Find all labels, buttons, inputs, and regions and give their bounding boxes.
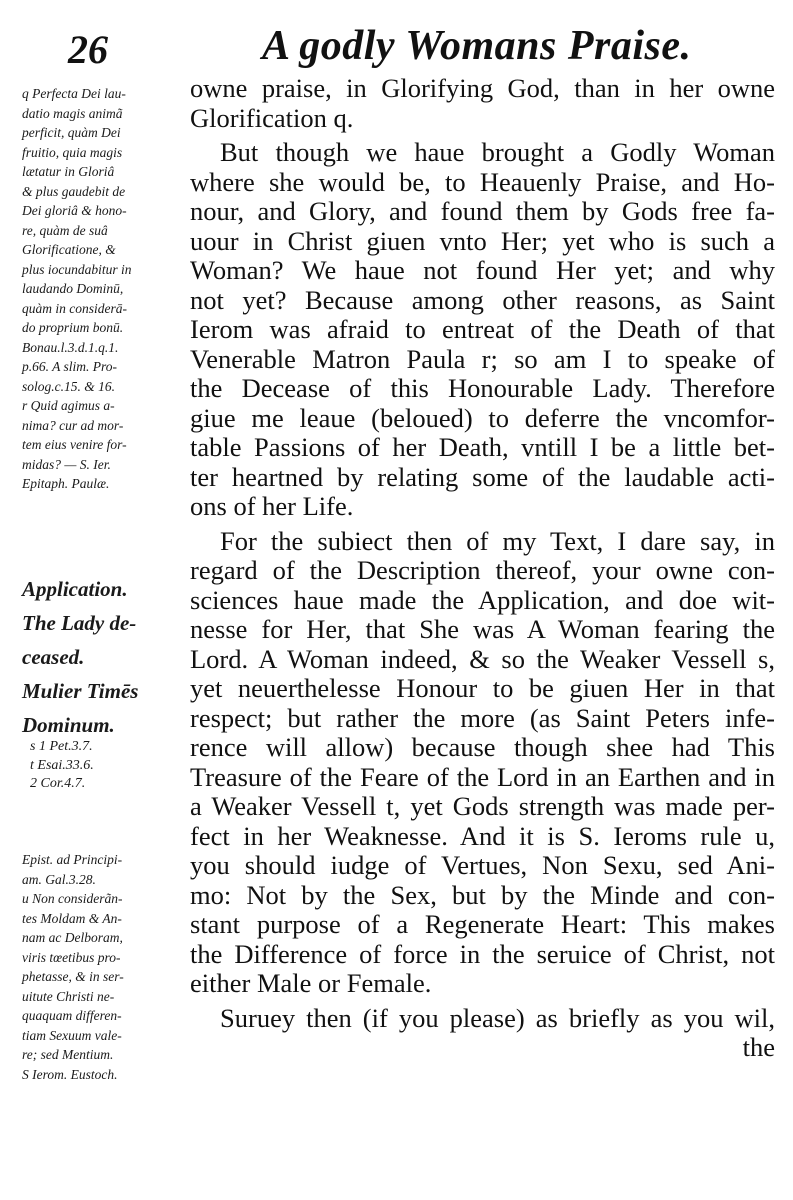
catchword: the	[742, 1032, 775, 1062]
margin-heading-application: Application. The Lady de- ceased. Mulier Timēs Dominum.	[22, 577, 139, 737]
margin-note-latin-1: q Perfecta Dei lau- datio magis animã perficit, quàm Dei fruitio, quia magis lætatur in Gloriâ & plus gaudebit de Dei gloriâ & hono- re, quàm de suâ Glorificatione, & plus iocundabitur in laudando Dominū, quàm in considerā- do proprium bonū. Bonau.l.3.d.1.q.1. p.66. A slim. Pro- solog.c.15. & 16. r Quid agimus a- nima? cur ad mor- tem eius venire for- midas? — S. Ier. Epitaph. Paulæ.	[22, 86, 132, 491]
margin-scripture-refs: s 1 Pet.3.7. t Esai.33.6. 2 Cor.4.7.	[30, 739, 94, 791]
paragraph-4: Suruey then (if you please) as briefly as you wil,	[220, 1002, 775, 1033]
running-title: A godly Womans Praise.	[262, 23, 692, 69]
paragraph-3: For the subiect then of my Text, I dare say, in regard of the Description thereof, your owne con- sciences haue made the Application, and doe wit- nesse for Her, that She was A Woman fearing the Lord. A Woman indeed, & so the Weaker Vessell s, yet neuerthelesse Honour to be giuen Her in that respect; but rather the more (as Saint Peters infe- rence will allow) because though shee had This Treasure of the Feare of the Lord in an Earthen and in a Weaker Vessell t, yet Gods strength was made per- fect in her Weaknesse. And it is S. Ieroms rule u, you should iudge of Vertues, Non Sexu, sed Ani- mo: Not by the Sex, but by the Minde and con- stant purpose of a Regenerate Heart: This makes the Difference of force in the seruice of Christ, not either Male or Female.	[190, 525, 775, 998]
paragraph-2: But though we haue brought a Godly Woman where she would be, to Heauenly Praise, and Ho- nour, and Glory, and found them by Gods free fa- uour in Christ giuen vnto Her; yet who is such a Woman? We haue not found Her yet; and why not yet? Because among other reasons, as Saint Ierom was afraid to entreat of the Death of that Venerable Matron Paula r; so am I to speake of the Decease of this Honourable Lady. Therefore giue me leaue (beloued) to deferre the vncomfor- table Passions of her Death, vntill I be a little bet- ter heartned by relating some of the laudable acti- ons of her Life.	[190, 137, 775, 521]
margin-note-latin-2: Epist. ad Principi- am. Gal.3.28. u Non considerãn- tes Moldam & An- nam ac Delboram, viris tœetibus pro- phetasse, & in ser- uitute Christi ne- quaquam differen- tiam Sexuum vale- re; sed Mentium. S Ierom. Eustoch.	[22, 852, 124, 1082]
body-text	[190, 74, 775, 1063]
paragraph-1: owne praise, in Glorifying God, than in her owne Glorification q.	[190, 73, 775, 133]
page-header	[0, 22, 793, 72]
page-number: 26	[68, 27, 108, 72]
